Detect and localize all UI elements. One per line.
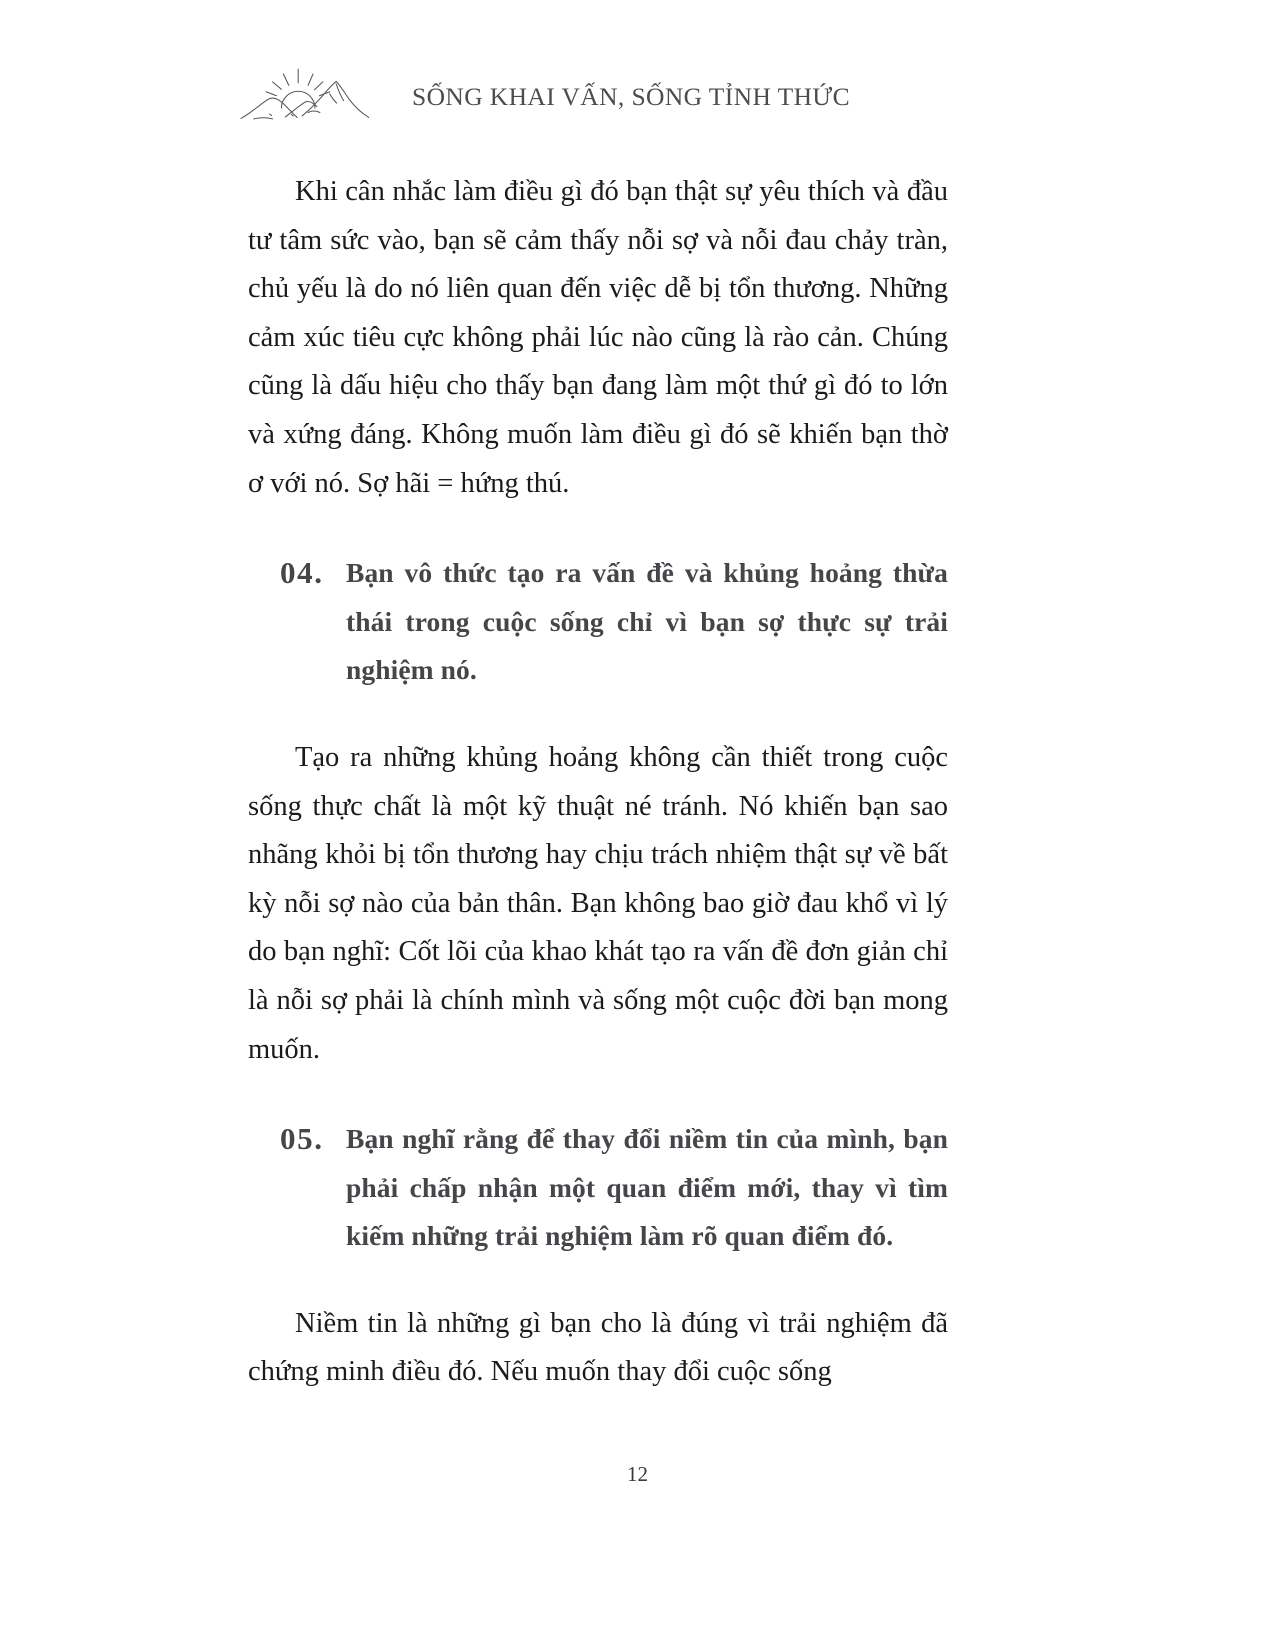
numbered-item-04-number: 04. bbox=[280, 555, 324, 591]
numbered-item-05-number: 05. bbox=[280, 1121, 324, 1157]
paragraph-1: Khi cân nhắc làm điều gì đó bạn thật sự yêu thích và đầu tư tâm sức vào, bạn sẽ cảm thấy nỗi sợ và nỗi đau chảy tràn, chủ yếu là do nó liên quan đến việc dễ bị tổn thương. Những cảm xúc tiêu cực không phải lúc nào cũng là rào cản. Chúng cũng là dấu hiệu cho thấy bạn đang làm một thứ gì đó to lớn và xứng đáng. Không muốn làm điều gì đó sẽ khiến bạn thờ ơ với nó. Sợ hãi = hứng thú. bbox=[248, 176, 948, 499]
running-header-title: SỐNG KHAI VẤN, SỐNG TỈNH THỨC bbox=[412, 82, 850, 112]
paragraph-2: Tạo ra những khủng hoảng không cần thiết trong cuộc sống thực chất là một kỹ thuật né tránh. Nó khiến bạn sao nhãng khỏi bị tổn thương hay chịu trách nhiệm thật sự về bất kỳ nỗi sợ nào của bản thân. Bạn không bao giờ đau khổ vì lý do bạn nghĩ: Cốt lõi của khao khát tạo ra vấn đề đơn giản chỉ là nỗi sợ phải là chính mình và sống một cuộc đời bạn mong muốn. bbox=[248, 741, 948, 1065]
mountain-sunrise-icon bbox=[238, 63, 386, 125]
numbered-item-04 bbox=[248, 549, 948, 695]
running-header bbox=[238, 62, 1038, 126]
page-content bbox=[248, 168, 948, 1397]
numbered-item-04-text: Bạn vô thức tạo ra vấn đề và khủng hoảng thừa thái trong cuộc sống chỉ vì bạn sợ thực sự trải nghiệm nó. bbox=[346, 557, 948, 686]
paragraph-3: Niềm tin là những gì bạn cho là đúng vì trải nghiệm đã chứng minh điều đó. Nếu muốn thay đổi cuộc sống bbox=[248, 1307, 948, 1388]
numbered-item-05 bbox=[248, 1115, 948, 1261]
page-number: 12 bbox=[627, 1462, 648, 1486]
numbered-item-05-text: Bạn nghĩ rằng để thay đổi niềm tin của mình, bạn phải chấp nhận một quan điểm mới, thay vì tìm kiếm những trải nghiệm làm rõ quan điểm đó. bbox=[346, 1123, 948, 1252]
